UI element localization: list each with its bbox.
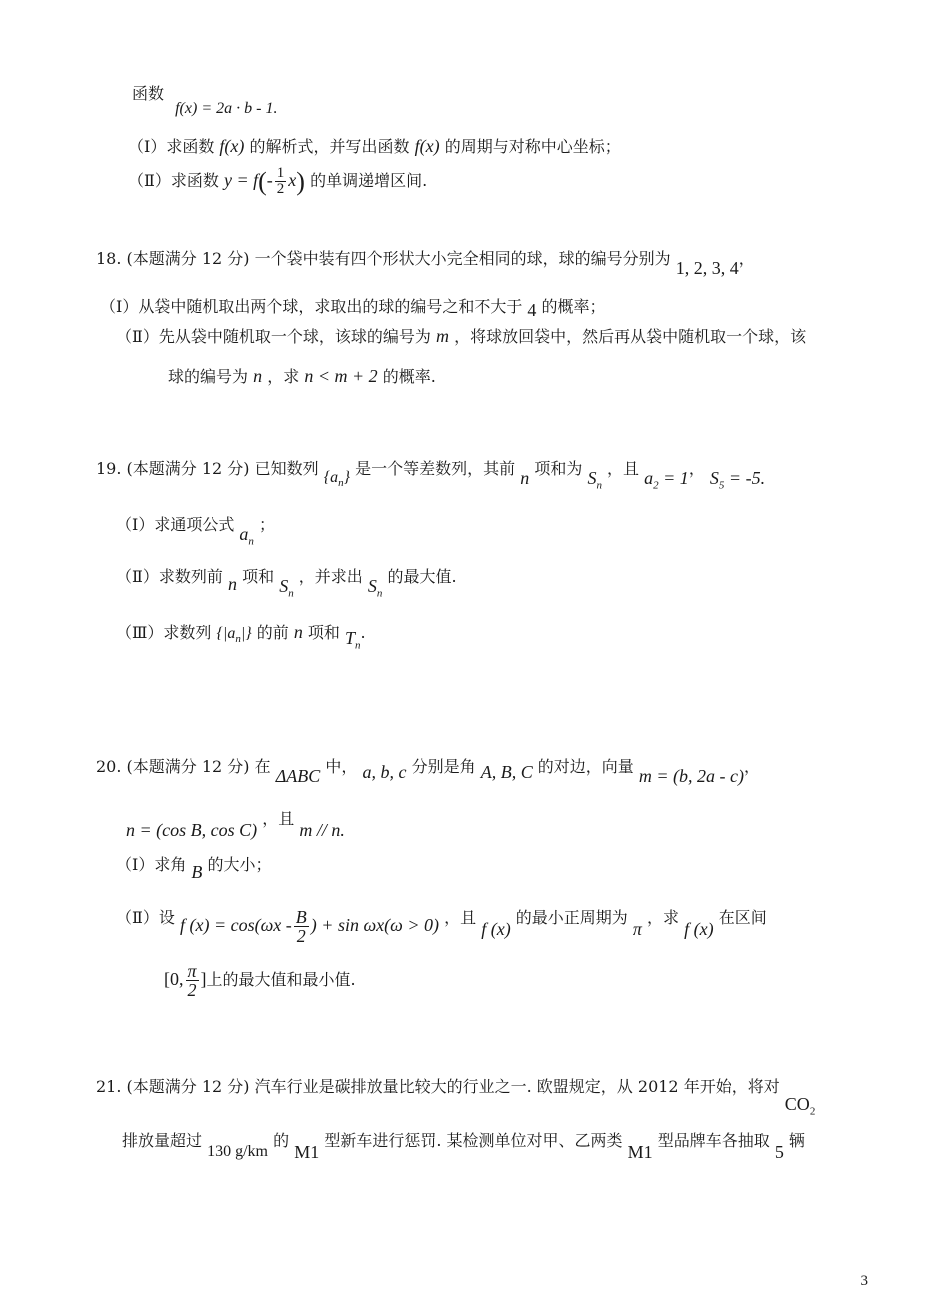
p17-ii-tail: 的单调递增区间. <box>310 171 428 191</box>
p20-ii-tail: 上的最大值和最小值. <box>206 970 356 989</box>
p20-abc: a, b, c <box>362 762 407 782</box>
p20-part-ii-line2: [0, $\frac{\pi}{2}$ ]上的最大值和最小值. <box>164 961 356 1000</box>
p18-ii-tail: 的概率. <box>382 367 436 386</box>
p21-m1b: M1 <box>627 1142 653 1162</box>
p17-i-tail: 的周期与对称中心坐标； <box>444 137 621 156</box>
p20-ii-frac: $\frac{B}{2}$ <box>295 907 307 946</box>
p20-tri: ΔABC <box>275 766 321 786</box>
p20-head: 20. (本题满分 12 分) 在 ΔABC 中， a, b, c 分别是角 A, B, C 的对边，向量 m = (b, 2a - c)， <box>96 757 761 786</box>
p20-m-vec: m = (b, 2a - c) <box>638 766 745 786</box>
p19-iii-n: n <box>293 622 303 642</box>
p18-ii-n: n <box>253 366 263 386</box>
p17-line0-text: 函数 <box>132 84 165 103</box>
page-number: 3 <box>860 1273 868 1289</box>
p21-head <box>96 1076 816 1118</box>
p21-five: 5 <box>774 1142 784 1162</box>
p20-head-text: 20. (本题满分 12 分) 在 <box>96 757 271 776</box>
p17-i-fx: f(x) <box>219 136 245 156</box>
p18-head: 18. (本题满分 12 分) 一个袋中装有四个形状大小完全相同的球，球的编号分别为 1, 2, 3, 4， <box>96 249 755 278</box>
p20-ii-text: （Ⅱ）设 <box>116 908 175 927</box>
p19-head-text: 19. (本题满分 12 分) 已知数列 <box>96 459 319 478</box>
p17-ii-math: y = f <box>223 170 259 191</box>
p18-i-tail: 的概率； <box>541 297 606 316</box>
p20-i-B: B <box>191 862 203 882</box>
p17-i-text: 的解析式，并写出函数 <box>249 137 410 156</box>
p21-co2: $CO_2$ <box>784 1094 816 1118</box>
p19-part-i: （Ⅰ）求通项公式 $a_n$ ； <box>116 515 276 548</box>
p20-line2: n = (cos B, cos C) ，且 m // n. <box>126 809 345 840</box>
p20-ii-f2: ) + sin ωx(ω > 0) <box>310 915 439 935</box>
p20-ii-pi: π <box>632 919 642 939</box>
p19-head-n: n <box>520 468 530 488</box>
p19-iii-Tn: $T_n$ <box>345 628 361 652</box>
p19-iii-text: （Ⅲ）求数列 <box>116 623 212 642</box>
p18-ii-m: m <box>435 326 449 346</box>
p20-ABC: A, B, C <box>480 762 533 782</box>
p19-head-seq: $\{a_n\}$ <box>323 469 351 490</box>
p17-line0 <box>132 84 278 117</box>
p21-line2a: 排放量超过 <box>122 1131 203 1150</box>
p21-m1: M1 <box>294 1142 320 1162</box>
p19-ii-n: n <box>227 574 237 594</box>
p20-ii-int-frac: $\frac{\pi}{2}$ <box>187 961 197 1000</box>
p17-part-ii: （Ⅱ）求函数 y = f(- $\frac{1}{2}$ x) 的单调递增区间. <box>128 165 428 198</box>
p18-part-i <box>100 296 606 318</box>
p19-head-S5: $S_5 = -5$. <box>709 468 766 492</box>
p20-part-ii: （Ⅱ）设 f (x) = cos(ωx - $\frac{B}{2}$ ) + sin ωx(ω > 0) ，且 f (x) 的最小正周期为 π ，求 f (x) 在区间 <box>116 907 767 946</box>
p20-ii-fx2: f (x) <box>684 919 714 939</box>
p21-val: 130 g/km <box>207 1143 268 1160</box>
p18-part-ii-line2 <box>168 366 436 388</box>
p20-ii-f: f (x) = cos(ωx - <box>179 915 292 935</box>
p19-ii-Sn: $S_n$ <box>279 576 294 600</box>
p19-i-an: $a_n$ <box>239 524 254 548</box>
p19-head-Sn: $S_n$ <box>587 468 602 492</box>
p17-ii-frac: $\frac{1}{2}$ <box>276 165 285 198</box>
p18-ii-ineq: n < m + 2 <box>304 366 378 386</box>
p19-i-text: （Ⅰ）求通项公式 <box>116 515 235 534</box>
p19-part-ii: （Ⅱ）求数列前 n 项和 $S_n$ ，并求出 $S_n$ 的最大值. <box>116 567 457 600</box>
p20-n-vec: n = (cos B, cos C) <box>126 820 258 840</box>
p20-parallel: m // n. <box>299 820 345 840</box>
p18-part-ii <box>116 326 806 348</box>
p20-ii-fx: f (x) <box>481 919 511 939</box>
p17-part-i <box>128 136 621 158</box>
p20-part-i: （Ⅰ）求角 B 的大小； <box>116 855 272 882</box>
p17-ii-label: （Ⅱ）求函数 <box>128 171 219 191</box>
p19-iii-seq: $\{|a_n|\}$ <box>216 625 252 646</box>
p18-head-text: 18. (本题满分 12 分) 一个袋中装有四个形状大小完全相同的球，球的编号分别为 <box>96 249 671 268</box>
p20-i-text: （Ⅰ）求角 <box>116 855 187 874</box>
p19-head-text2: 是一个等差数列，其前 <box>355 459 516 478</box>
p18-i-text: （Ⅰ）从袋中随机取出两个球，求取出的球的编号之和不大于 <box>100 297 523 316</box>
p18-head-math: 1, 2, 3, 4 <box>675 258 739 278</box>
p17-line0-math: f(x) = 2a · b - 1. <box>175 100 278 117</box>
p20-ii-int-pre: [0, <box>164 969 184 989</box>
p17-i-fx2: f(x) <box>414 136 440 156</box>
p19-head-a2: $a_2 = 1$ <box>644 468 689 492</box>
p18-ii-line2: 球的编号为 <box>168 367 249 386</box>
p19-ii-Sn2: $S_n$ <box>367 576 383 600</box>
p18-ii-text2: ，将球放回袋中，然后再从袋中随机取一个球，该 <box>454 327 807 346</box>
p18-ii-text: （Ⅱ）先从袋中随机取一个球，该球的编号为 <box>116 327 431 346</box>
p18-i-num: 4 <box>527 300 537 320</box>
p19-ii-text: （Ⅱ）求数列前 <box>116 567 223 586</box>
p21-line2: 排放量超过 130 g/km 的 M1 型新车进行惩罚. 某检测单位对甲、乙两类 M1 型品牌车各抽取 5 辆 <box>122 1131 805 1162</box>
p19-head: 19. (本题满分 12 分) 已知数列 $\{a_n\}$ 是一个等差数列，其前 n 项和为 $S_n$ ，且 $a_2 = 1$， $S_5 = -5$. <box>96 459 766 492</box>
p19-part-iii: （Ⅲ）求数列 $\{|a_n|\}$ 的前 n 项和 $T_n$. <box>116 622 366 652</box>
p21-head-text: 21. (本题满分 12 分) 汽车行业是碳排放量比较大的行业之一. 欧盟规定，从 2012 年开始，将对 <box>96 1077 780 1096</box>
p17-i-label: （Ⅰ）求函数 <box>128 137 215 156</box>
p18-ii-line2b: ，求 <box>267 367 300 386</box>
